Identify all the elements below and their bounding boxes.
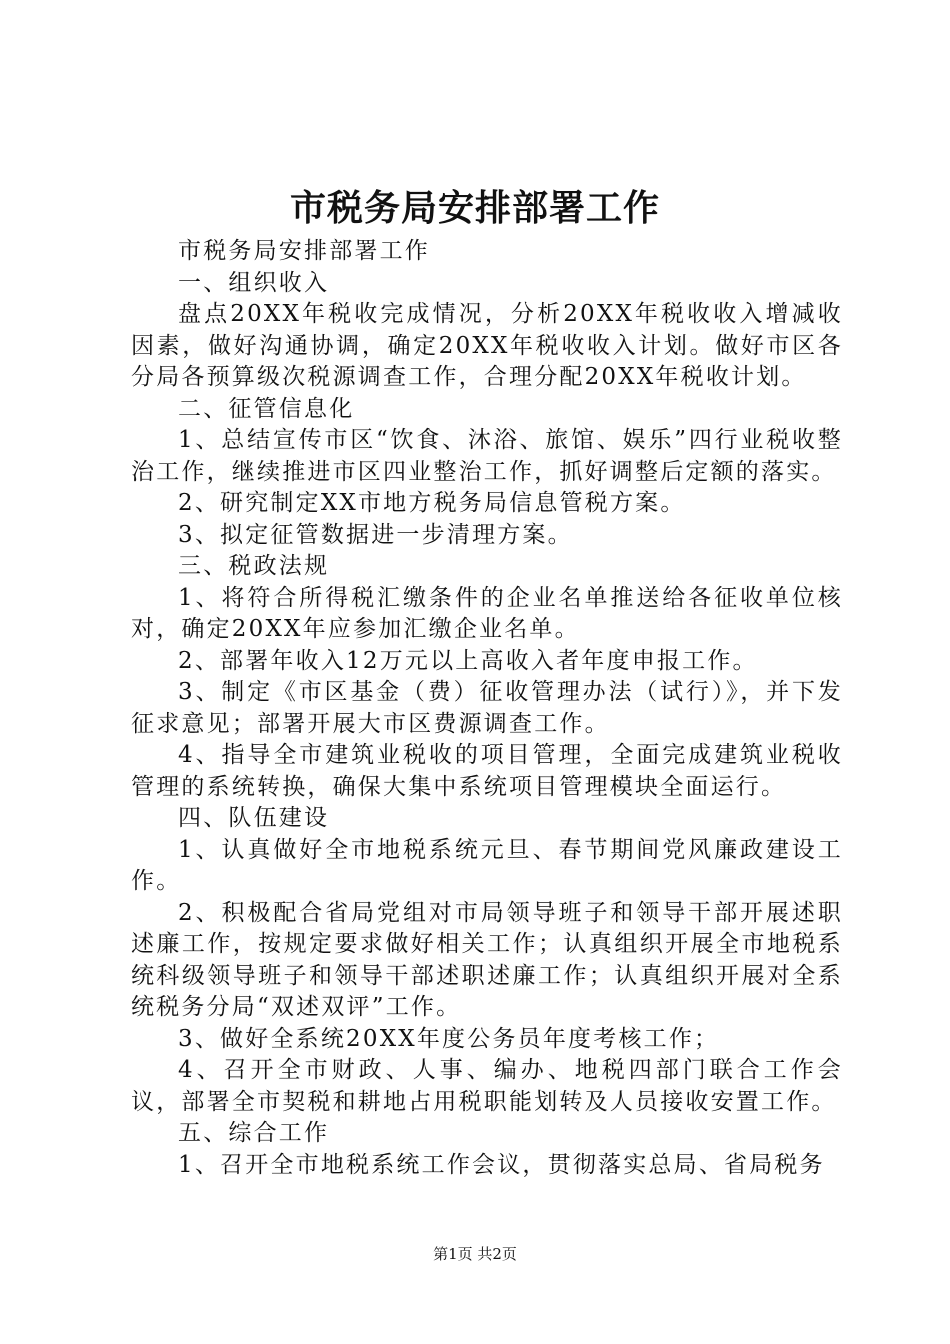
document-body [131, 236, 843, 1181]
document-title: 市税务局安排部署工作 [289, 187, 660, 229]
paragraph: 4、召开全市财政、人事、编办、地税四部门联合工作会议，部署全市契税和耕地占用税职能划转及人员接收安置工作。 [131, 1057, 843, 1115]
section-heading: 四、队伍建设 [178, 805, 330, 831]
paragraph: 市税务局安排部署工作 [178, 238, 430, 264]
paragraph: 3、制定《市区基金（费）征收管理办法（试行）》，并下发征求意见；部署开展大市区费源调查工作。 [131, 679, 843, 737]
paragraph: 4、指导全市建筑业税收的项目管理，全面完成建筑业税收管理的系统转换，确保大集中系统项目管理模块全面运行。 [131, 742, 843, 800]
paragraph: 盘点20XX年税收完成情况，分析20XX年税收收入增减收因素，做好沟通协调，确定20XX年税收收入计划。做好市区各分局各预算级次税源调查工作，合理分配20XX年税收计划。 [131, 301, 843, 390]
paragraph: 1、召开全市地税系统工作会议，贯彻落实总局、省局税务 [178, 1151, 825, 1178]
paragraph: 3、拟定征管数据进一步清理方案。 [178, 521, 573, 548]
paragraph: 2、研究制定XX市地方税务局信息管税方案。 [178, 490, 686, 516]
paragraph: 3、做好全系统20XX年度公务员年度考核工作； [178, 1025, 720, 1052]
paragraph: 1、将符合所得税汇缴条件的企业名单推送给各征收单位核对，确定20XX年应参加汇缴企业名单。 [131, 584, 843, 642]
section-heading: 五、综合工作 [178, 1120, 330, 1146]
paragraph: 2、积极配合省局党组对市局领导班子和领导干部开展述职述廉工作，按规定要求做好相关工作；认真组织开展全市地税系统科级领导班子和领导干部述职述廉工作；认真组织开展对全系统税务分局“双述双评”工作。 [131, 899, 843, 1020]
paragraph: 1、认真做好全市地税系统元旦、春节期间党风廉政建设工作。 [131, 836, 843, 894]
page-number-footer: 第1页 共2页 [433, 1245, 517, 1263]
paragraph: 2、部署年收入12万元以上高收入者年度申报工作。 [178, 647, 758, 674]
section-heading: 二、征管信息化 [178, 395, 355, 422]
paragraph: 1、总结宣传市区“饮食、沐浴、旅馆、娱乐”四行业税收整治工作，继续推进市区四业整治工作，抓好调整后定额的落实。 [131, 427, 843, 485]
section-heading: 三、税政法规 [178, 553, 330, 579]
section-heading: 一、组织收入 [178, 269, 330, 296]
